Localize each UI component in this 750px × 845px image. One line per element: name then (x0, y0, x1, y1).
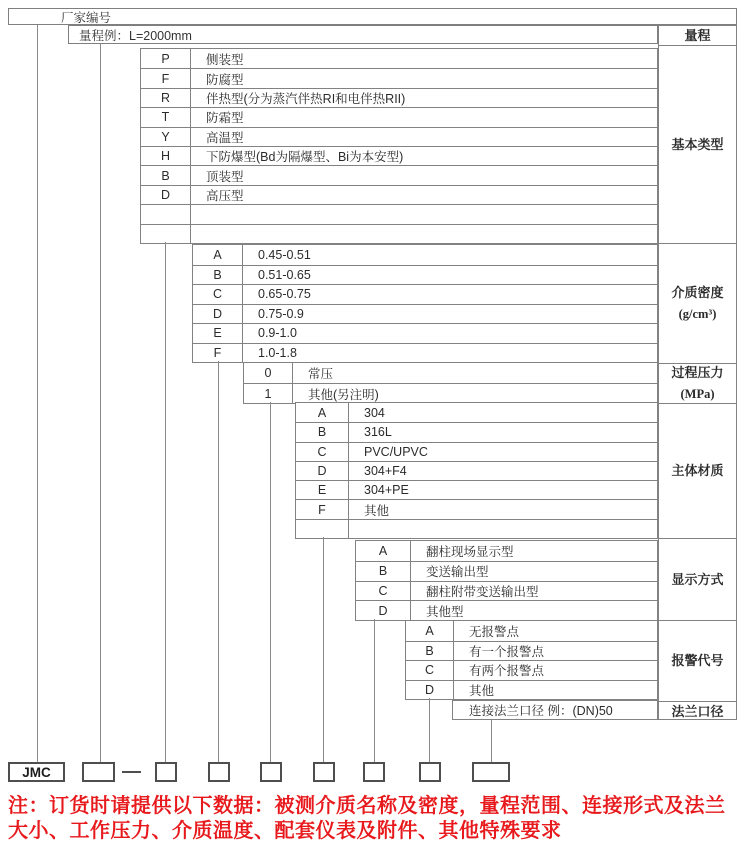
connector-line (374, 619, 375, 762)
option-code: A (193, 245, 243, 265)
range-example-label: 量程例：L=2000mm (79, 28, 192, 43)
option-row (141, 107, 657, 126)
option-row (141, 49, 657, 68)
option-row (244, 383, 657, 403)
side-label-process_pressure (659, 363, 736, 403)
connector-line (491, 720, 492, 762)
connector-line (165, 242, 166, 762)
side-label-text: 量程 (684, 27, 711, 43)
connector-line (37, 25, 38, 762)
option-desc: 0.45-0.51 (258, 247, 311, 262)
dash-separator (122, 771, 141, 773)
option-code: B (296, 423, 349, 441)
option-code: D (356, 601, 411, 620)
side-label-text: 基本类型 (671, 136, 724, 152)
side-label-text: 法兰口径 (671, 703, 724, 719)
option-code: D (406, 681, 454, 700)
option-desc: 伴热型(分为蒸汽伴热RI和电伴热RII) (206, 91, 406, 106)
model-prefix-box: JMC (8, 762, 65, 782)
option-row (141, 204, 657, 223)
option-row (141, 165, 657, 184)
side-label-medium_density (659, 243, 736, 363)
option-row (141, 185, 657, 204)
option-code: E (193, 324, 243, 343)
option-row (193, 304, 657, 324)
option-code: D (193, 305, 243, 324)
option-group-density (192, 244, 658, 363)
option-group-alarm (405, 620, 658, 700)
option-row (406, 621, 657, 641)
order-note-line-1: 注：订货时请提供以下数据：被测介质名称及密度，量程范围、连接形式及法兰 (8, 795, 726, 817)
option-desc: 0.65-0.75 (258, 287, 311, 302)
option-code: D (296, 462, 349, 480)
option-row (296, 403, 657, 422)
side-label-alarm_code (659, 620, 736, 701)
option-desc: 1.0-1.8 (258, 345, 297, 360)
option-desc: 翻柱附带变送输出型 (426, 584, 539, 599)
option-row (141, 224, 657, 243)
option-row (296, 499, 657, 518)
option-code: B (356, 562, 411, 581)
option-desc: 304+PE (364, 483, 409, 498)
option-row (244, 363, 657, 383)
option-desc: 下防爆型(Bd为隔爆型、Bi为本安型) (206, 150, 404, 165)
connector-line (218, 361, 219, 762)
side-label-range (659, 26, 736, 45)
option-row (193, 323, 657, 343)
option-code (141, 225, 191, 243)
flange-size-text: 连接法兰口径 例：(DN)50 (469, 704, 613, 718)
code-slot-2 (155, 762, 177, 782)
code-slot-3 (208, 762, 230, 782)
connector-line (429, 698, 430, 762)
code-slot-7 (419, 762, 441, 782)
connector-line (270, 402, 271, 762)
option-desc: 翻柱现场显示型 (426, 544, 514, 559)
option-code: 1 (244, 384, 293, 403)
option-code: B (193, 266, 243, 285)
option-desc: 有一个报警点 (469, 644, 545, 659)
option-code: D (141, 186, 191, 204)
option-group-material (295, 402, 658, 539)
category-label-column (658, 25, 737, 720)
option-code: B (406, 642, 454, 661)
option-row (193, 245, 657, 265)
option-desc: 其他型 (426, 604, 464, 619)
side-label-body_material (659, 403, 736, 538)
option-code: C (356, 582, 411, 601)
option-code: H (141, 147, 191, 165)
range-example-box (68, 25, 658, 44)
option-desc: 0.51-0.65 (258, 267, 311, 282)
option-code: T (141, 108, 191, 126)
side-label-text: 主体材质 (671, 463, 724, 479)
order-note (8, 794, 748, 844)
side-label-unit: (g/cm³) (678, 306, 717, 321)
option-row (356, 561, 657, 581)
side-label-text: 报警代号 (671, 653, 724, 669)
option-desc: 其他(另注明) (308, 387, 379, 402)
option-code: Y (141, 128, 191, 146)
side-label-text: 介质密度 (671, 285, 724, 301)
option-code: B (141, 166, 191, 184)
option-row (141, 127, 657, 146)
option-desc: 304 (364, 405, 385, 420)
connector-line (323, 537, 324, 762)
option-desc: 常压 (308, 367, 334, 381)
option-row (356, 581, 657, 601)
option-desc: 0.75-0.9 (258, 306, 304, 321)
option-desc: 0.9-1.0 (258, 326, 297, 341)
option-row (356, 600, 657, 620)
option-row (141, 146, 657, 165)
option-desc: 防腐型 (206, 72, 244, 87)
order-note-line-2: 大小、工作压力、介质温度、配套仪表及附件、其他特殊要求 (8, 820, 562, 842)
option-code (141, 205, 191, 223)
side-label-unit: (MPa) (680, 386, 715, 401)
option-code: E (296, 481, 349, 499)
option-row (356, 541, 657, 561)
option-desc (191, 225, 657, 243)
option-desc (191, 205, 657, 223)
option-desc: 无报警点 (469, 624, 520, 639)
option-desc (349, 520, 657, 538)
option-row (141, 88, 657, 107)
option-desc: 316L (364, 425, 392, 440)
option-code: F (141, 69, 191, 87)
option-row (193, 265, 657, 285)
option-row (296, 422, 657, 441)
manufacturer-number-box (8, 8, 737, 25)
option-row (296, 519, 657, 538)
option-code: P (141, 49, 191, 68)
option-code: F (296, 500, 349, 518)
option-row (141, 68, 657, 87)
manufacturer-number-label: 厂家编号 (61, 10, 112, 25)
option-desc: 防霜型 (206, 111, 244, 126)
option-desc: PVC/UPVC (364, 444, 428, 459)
option-code (296, 520, 349, 538)
side-label-flange_size (659, 701, 736, 720)
option-desc: 高压型 (206, 188, 244, 203)
option-code: A (406, 621, 454, 641)
connector-line (100, 44, 101, 762)
option-row (296, 442, 657, 461)
option-group-pressure (243, 362, 658, 404)
option-code: A (356, 541, 411, 561)
side-label-display_mode (659, 538, 736, 620)
side-label-text: 过程压力 (671, 365, 724, 381)
option-row (193, 284, 657, 304)
code-slot-8 (472, 762, 510, 782)
option-desc: 侧装型 (206, 52, 244, 67)
code-slot-5 (313, 762, 335, 782)
option-code: F (193, 344, 243, 363)
option-code: 0 (244, 363, 293, 383)
option-row (406, 680, 657, 700)
option-desc: 304+F4 (364, 464, 407, 479)
option-row (406, 641, 657, 661)
option-row (296, 480, 657, 499)
option-code: C (406, 661, 454, 680)
option-group-display (355, 540, 658, 621)
side-label-text: 显示方式 (671, 571, 724, 587)
code-slot-1 (82, 762, 115, 782)
option-group-basic_type (140, 48, 658, 244)
option-code: C (296, 443, 349, 461)
code-slot-4 (260, 762, 282, 782)
option-desc: 其他 (469, 683, 495, 698)
option-row (193, 343, 657, 363)
option-desc: 其他 (364, 503, 390, 518)
side-label-basic_type (659, 45, 736, 243)
option-code: C (193, 285, 243, 304)
option-row (406, 660, 657, 680)
option-desc: 有两个报警点 (469, 664, 545, 679)
flange-size-row (452, 700, 658, 720)
option-code: A (296, 403, 349, 422)
option-desc: 高温型 (206, 130, 244, 145)
option-desc: 变送输出型 (426, 565, 489, 580)
option-code: R (141, 89, 191, 107)
option-desc: 顶装型 (206, 169, 244, 184)
option-row (296, 461, 657, 480)
code-slot-6 (363, 762, 385, 782)
